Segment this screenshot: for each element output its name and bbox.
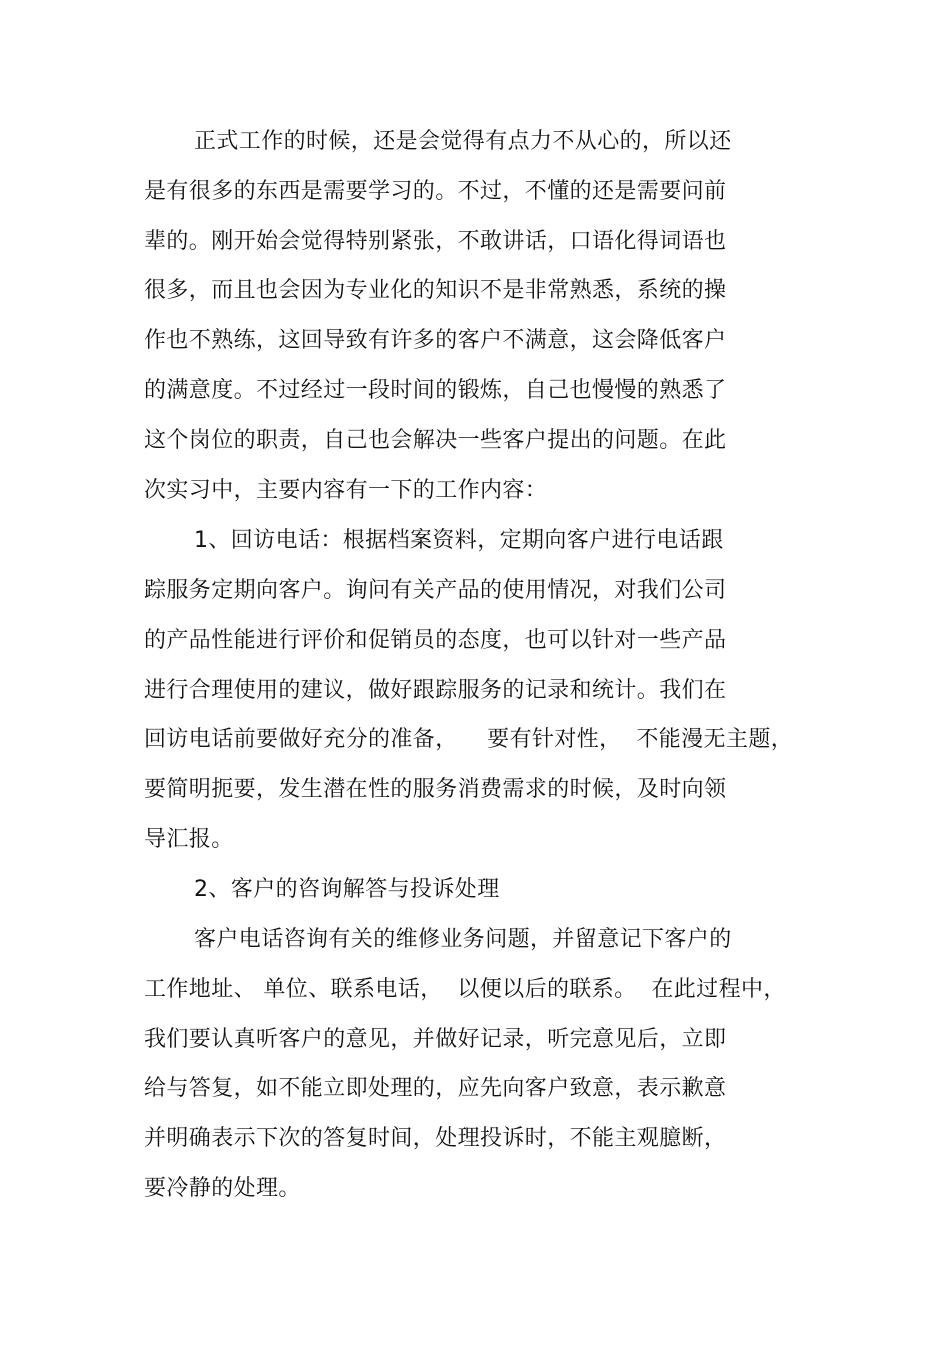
list-item-heading: 1、回访电话：根据档案资料，定期向客户进行电话跟 <box>194 528 724 553</box>
paragraph-line: 作也不熟练，这回导致有许多的客户不满意，这会降低客户 <box>144 328 727 353</box>
paragraph-line: 要简明扼要，发生潜在性的服务消费需求的时候，及时向领 <box>144 777 727 802</box>
paragraph-line: 正式工作的时候，还是会觉得有点力不从心的，所以还 <box>194 129 732 154</box>
paragraph-line: 很多，而且也会因为专业化的知识不是非常熟悉，系统的操 <box>144 278 727 303</box>
paragraph-line: 我们要认真听客户的意见，并做好记录，听完意见后，立即 <box>144 1027 727 1052</box>
list-item-heading: 2、客户的咨询解答与投诉处理 <box>194 877 500 902</box>
paragraph-line: 是有很多的东西是需要学习的。不过，不懂的还是需要问前 <box>144 179 727 204</box>
paragraph-line: 并明确表示下次的答复时间，处理投诉时，不能主观臆断， <box>144 1126 727 1151</box>
paragraph-line: 进行合理使用的建议，做好跟踪服务的记录和统计。我们在 <box>144 678 727 703</box>
paragraph-line: 回访电话前要做好充分的准备， 要有针对性， 不能漫无主题， <box>144 727 794 752</box>
paragraph-line: 要冷静的处理。 <box>144 1176 301 1201</box>
paragraph-line: 辈的。刚开始会觉得特别紧张，不敢讲话，口语化得词语也 <box>144 229 727 254</box>
paragraph-line: 工作地址、 单位、联系电话， 以便以后的联系。 在此过程中， <box>144 977 786 1002</box>
paragraph-line: 导汇报。 <box>144 827 234 852</box>
paragraph-line: 这个岗位的职责，自己也会解决一些客户提出的问题。在此 <box>144 428 727 453</box>
paragraph-line: 给与答复，如不能立即处理的，应先向客户致意，表示歉意 <box>144 1076 727 1101</box>
paragraph-line: 客户电话咨询有关的维修业务问题，并留意记下客户的 <box>194 927 732 952</box>
paragraph-line: 的满意度。不过经过一段时间的锻炼，自己也慢慢的熟悉了 <box>144 378 727 403</box>
paragraph-line: 踪服务定期向客户。询问有关产品的使用情况，对我们公司 <box>144 578 727 603</box>
paragraph-line: 的产品性能进行评价和促销员的态度，也可以针对一些产品 <box>144 628 727 653</box>
paragraph-line: 次实习中，主要内容有一下的工作内容： <box>144 478 548 503</box>
